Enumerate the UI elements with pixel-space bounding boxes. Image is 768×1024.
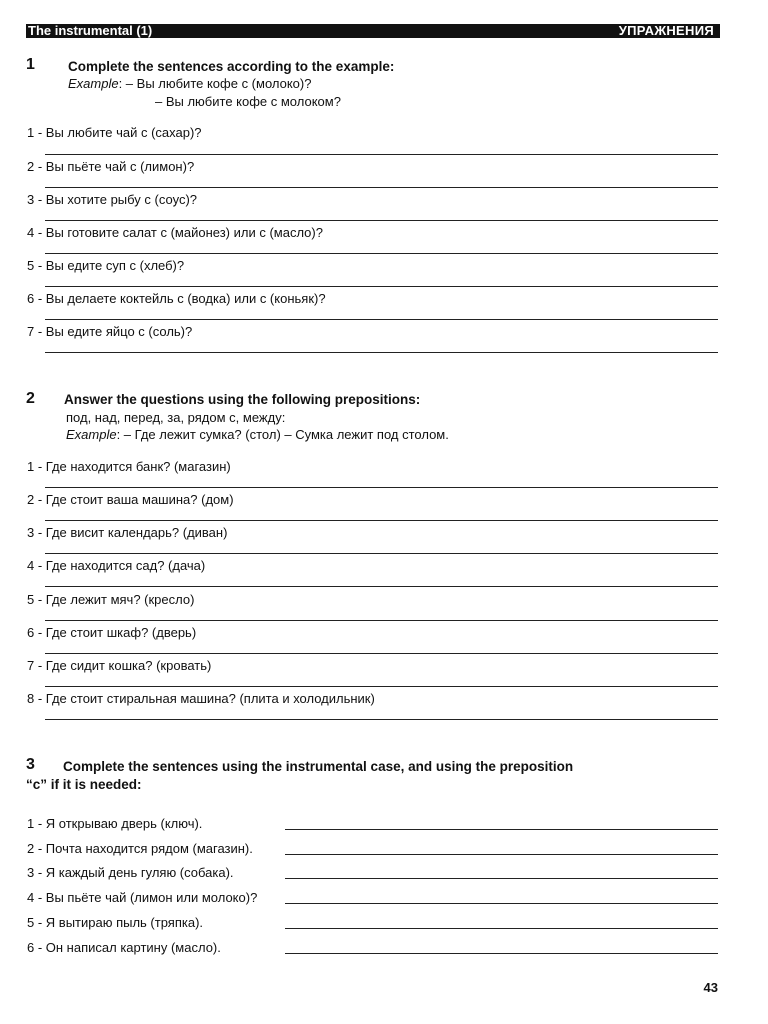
exercise-3-question-4: 4 - Вы пьёте чай (лимон или молоко)? (27, 890, 258, 905)
exercise-3-number: 3 (26, 756, 35, 773)
exercise-2-number: 2 (26, 390, 35, 407)
answer-line[interactable] (45, 653, 718, 654)
exercise-3-question-3: 3 - Я каждый день гуляю (собака). (27, 865, 234, 880)
exercise-1-question-1: 1 - Вы любите чай с (сахар)? (27, 125, 202, 140)
answer-line[interactable] (45, 620, 718, 621)
exercise-3-question-1: 1 - Я открываю дверь (ключ). (27, 816, 203, 831)
exercise-2-question-8: 8 - Где стоит стиральная машина? (плита и холодильник) (27, 691, 375, 706)
exercise-2-prepositions: под, над, перед, за, рядом с, между: (66, 410, 286, 425)
answer-line[interactable] (285, 903, 718, 904)
exercise-3-title: Complete the sentences using the instrumental case, and using the preposition (63, 759, 574, 774)
exercise-2-question-3: 3 - Где висит календарь? (диван) (27, 525, 228, 540)
exercise-3-question-5: 5 - Я вытираю пыль (тряпка). (27, 915, 204, 930)
exercise-2-question-1: 1 - Где находится банк? (магазин) (27, 459, 231, 474)
exercise-2-question-4: 4 - Где находится сад? (дача) (27, 558, 206, 573)
exercise-1-question-7: 7 - Вы едите яйцо с (соль)? (27, 324, 193, 339)
exercise-3-title-cont: “c” if it is needed: (26, 777, 142, 792)
exercise-1-question-3: 3 - Вы хотите рыбу с (соус)? (27, 192, 198, 207)
section-title: The instrumental (1) (28, 23, 153, 38)
answer-line[interactable] (45, 187, 718, 188)
exercise-1-number: 1 (26, 56, 35, 73)
exercise-3-question-2: 2 - Почта находится рядом (магазин). (27, 841, 253, 856)
exercise-1-question-4: 4 - Вы готовите салат с (майонез) или с (масло)? (27, 225, 323, 240)
example-label: Example (66, 427, 117, 442)
example-text: : – Где лежит сумка? (стол) – Сумка лежит под столом. (116, 427, 449, 442)
answer-line[interactable] (45, 319, 718, 320)
answer-line[interactable] (45, 719, 718, 720)
exercise-2-question-2: 2 - Где стоит ваша машина? (дом) (27, 492, 234, 507)
example-label: Example (68, 76, 119, 91)
answer-line[interactable] (285, 878, 718, 879)
answer-line[interactable] (45, 352, 718, 353)
answer-line[interactable] (45, 253, 718, 254)
section-label: УПРАЖНЕНИЯ (618, 23, 714, 38)
answer-line[interactable] (45, 220, 718, 221)
answer-line[interactable] (45, 487, 718, 488)
answer-line[interactable] (285, 829, 718, 830)
exercise-1-question-5: 5 - Вы едите суп с (хлеб)? (27, 258, 185, 273)
exercise-1-title: Complete the sentences according to the example: (68, 59, 395, 74)
answer-line[interactable] (285, 928, 718, 929)
answer-line[interactable] (45, 586, 718, 587)
exercise-2-title: Answer the questions using the following prepositions: (64, 392, 421, 407)
exercise-3-question-6: 6 - Он написал картину (масло). (27, 940, 221, 955)
page-number: 43 (703, 980, 718, 995)
answer-line[interactable] (45, 553, 718, 554)
exercise-1-example-answer: – Вы любите кофе с молоком? (155, 94, 341, 109)
exercise-1-question-2: 2 - Вы пьёте чай с (лимон)? (27, 159, 195, 174)
answer-line[interactable] (45, 286, 718, 287)
exercise-2-question-6: 6 - Где стоит шкаф? (дверь) (27, 625, 197, 640)
answer-line[interactable] (45, 154, 718, 155)
exercise-1-question-6: 6 - Вы делаете коктейль с (водка) или с (коньяк)? (27, 291, 326, 306)
exercise-2-example (66, 427, 449, 442)
header-bar (26, 24, 720, 38)
exercise-1-example (68, 76, 311, 91)
example-question: : – Вы любите кофе с (молоко)? (118, 76, 312, 91)
answer-line[interactable] (45, 686, 718, 687)
answer-line[interactable] (285, 953, 718, 954)
exercise-2-question-7: 7 - Где сидит кошка? (кровать) (27, 658, 212, 673)
answer-line[interactable] (45, 520, 718, 521)
answer-line[interactable] (285, 854, 718, 855)
exercise-2-question-5: 5 - Где лежит мяч? (кресло) (27, 592, 195, 607)
